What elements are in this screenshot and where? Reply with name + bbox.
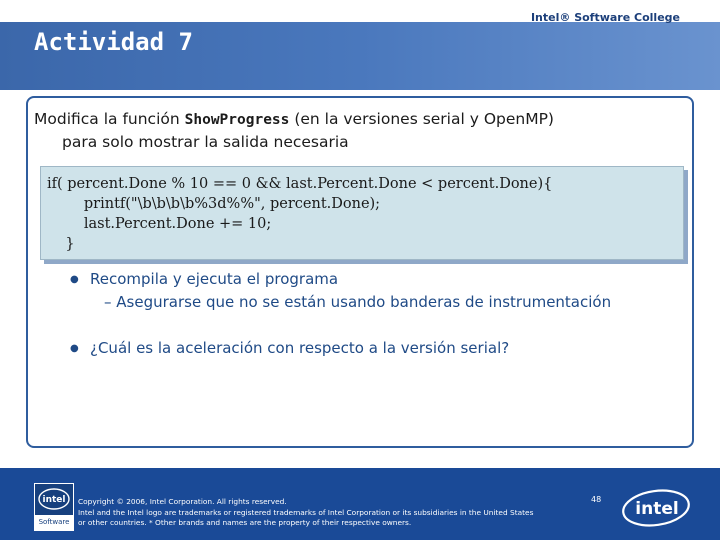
badge-logo-text: intel xyxy=(42,495,66,505)
code-line: } xyxy=(47,236,75,252)
bullet-text: ¿Cuál es la aceleración con respecto a la versión serial? xyxy=(90,339,510,357)
bullet-dot-icon: ● xyxy=(70,343,79,354)
intel-logo-text: intel xyxy=(635,499,679,519)
copyright-line: Intel and the Intel logo are trademarks or registered trademarks of Intel Corporation or its subsidiaries in the United States xyxy=(78,507,534,517)
intro-line-1 xyxy=(34,108,694,131)
slide-title: Actividad 7 xyxy=(34,28,193,56)
code-block xyxy=(40,166,684,260)
intro-post: (en la versiones serial y OpenMP) xyxy=(289,110,554,128)
bullet-subitem: – Asegurarse que no se están usando banderas de instrumentación xyxy=(104,293,612,311)
intro-line-2: para solo mostrar la salida necesaria xyxy=(62,133,349,151)
intel-badge-logo-icon xyxy=(37,486,71,512)
page-number: 48 xyxy=(591,495,602,504)
function-name: ShowProgress xyxy=(184,112,290,128)
copyright-line: or other countries. * Other brands and names are the property of their respective owners. xyxy=(78,518,412,528)
bullet-item xyxy=(70,270,338,288)
copyright-line: Copyright © 2006, Intel Corporation. All rights reserved. xyxy=(78,497,287,506)
college-label: Intel® Software College xyxy=(530,11,680,24)
code-line: if( percent.Done % 10 == 0 && last.Percent.Done < percent.Done){ xyxy=(47,176,553,192)
badge-software-label: Software xyxy=(35,515,73,530)
copyright-text xyxy=(78,497,588,529)
intel-software-badge xyxy=(34,483,74,531)
intro-pre: Modifica la función xyxy=(34,110,185,128)
bullet-text: Recompila y ejecuta el programa xyxy=(90,270,339,288)
intel-logo-icon xyxy=(620,486,692,528)
code-line: printf("\b\b\b\b%3d%%", percent.Done); xyxy=(47,196,381,212)
code-line: last.Percent.Done += 10; xyxy=(47,216,272,232)
bullet-item xyxy=(70,339,509,357)
intro-text xyxy=(34,108,694,153)
bullet-dot-icon: ● xyxy=(70,274,79,285)
